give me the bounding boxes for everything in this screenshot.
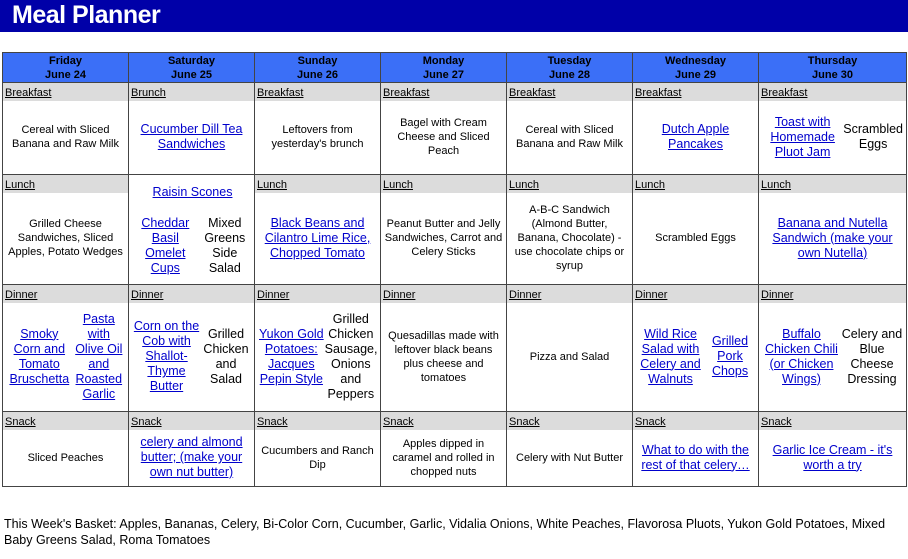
- day-name: Monday: [422, 54, 465, 67]
- meal-item-text: Grilled Chicken Sausage, Onions and Peppers: [324, 311, 378, 401]
- meal-content: [507, 303, 632, 410]
- meal-label: [381, 285, 506, 303]
- day-date: June 27: [423, 68, 464, 81]
- meal-item-text: Apples dipped in caramel and rolled in chopped nuts: [392, 437, 495, 478]
- meal-label-link[interactable]: Breakfast: [5, 87, 52, 99]
- day-date: June 30: [812, 68, 853, 81]
- meal-label: [381, 83, 506, 101]
- meal-content: [129, 430, 254, 485]
- meal-content: [381, 101, 506, 173]
- meal-label-link[interactable]: Lunch: [257, 179, 287, 191]
- meal-content: [381, 430, 506, 485]
- day-date: June 25: [171, 68, 212, 81]
- recipe-link[interactable]: Yukon Gold Potatoes: Jacques Pepin Style: [259, 326, 324, 386]
- meal-item-text: Celery with Nut Butter: [516, 451, 623, 464]
- recipe-link[interactable]: Cucumber Dill Tea Sandwiches: [140, 122, 243, 151]
- meal-content: [633, 430, 758, 485]
- lunch-cell: [3, 175, 129, 285]
- breakfast-cell: [3, 83, 129, 175]
- meal-content: [507, 193, 632, 283]
- meal-label: [129, 285, 254, 303]
- breakfast-cell: [507, 83, 633, 175]
- meal-item-text: Peanut Butter and Jelly Sandwiches, Carrot and Celery Sticks: [384, 218, 503, 258]
- meal-item-text: Cereal with Sliced Banana and Raw Milk: [11, 124, 119, 150]
- lunch-cell: [507, 175, 633, 285]
- meal-label: [759, 83, 906, 101]
- snack-cell: [381, 412, 507, 487]
- dinner-cell: [129, 285, 255, 412]
- meal-label-link[interactable]: Brunch: [131, 87, 166, 99]
- recipe-link[interactable]: Banana and Nutella Sandwich (make your own Nutella): [772, 215, 893, 260]
- meal-label-link[interactable]: Dinner: [131, 289, 164, 301]
- meal-label-link[interactable]: Breakfast: [509, 87, 556, 99]
- meal-label: [633, 412, 758, 430]
- meal-content: [633, 101, 758, 173]
- meal-content: [255, 430, 380, 485]
- lunch-cell: [129, 175, 255, 285]
- meal-label-link[interactable]: Dinner: [635, 289, 668, 301]
- meal-item-text: Mixed Greens Side Salad: [204, 216, 246, 275]
- meal-label: [129, 412, 254, 430]
- meal-content: [255, 303, 380, 410]
- meal-label: [381, 412, 506, 430]
- day-header: [507, 53, 633, 83]
- meal-content: [3, 193, 128, 283]
- recipe-link[interactable]: Buffalo Chicken Chili (or Chicken Wings): [765, 326, 838, 386]
- day-header: [381, 53, 507, 83]
- meal-content: [255, 101, 380, 173]
- meal-label-link[interactable]: Snack: [257, 416, 288, 428]
- meal-label: [507, 412, 632, 430]
- meal-label-link[interactable]: Dinner: [509, 289, 542, 301]
- snack-cell: [255, 412, 381, 487]
- day-header: [633, 53, 759, 83]
- meal-content: [759, 303, 906, 410]
- meal-label-link[interactable]: Snack: [635, 416, 666, 428]
- meal-label: [255, 175, 380, 193]
- meal-label: [507, 83, 632, 101]
- meal-label: [507, 175, 632, 193]
- recipe-link[interactable]: Corn on the Cob with Shallot-Thyme Butter: [133, 319, 200, 393]
- meal-content: [381, 193, 506, 283]
- meal-label-link[interactable]: Breakfast: [761, 87, 808, 99]
- meal-content: [129, 303, 254, 410]
- recipe-link[interactable]: Dutch Apple Pancakes: [661, 122, 730, 151]
- dinner-cell: [507, 285, 633, 412]
- recipe-link[interactable]: Smoky Corn and Tomato Bruschetta: [9, 326, 70, 386]
- meal-label: [3, 285, 128, 303]
- meal-item-text: A-B-C Sandwich (Almond Butter, Banana, Chocolate) - use chocolate chips or syrup: [514, 204, 625, 272]
- breakfast-cell: [633, 83, 759, 175]
- day-header: [759, 53, 907, 83]
- meal-content: [759, 430, 906, 485]
- meal-item-text: Cereal with Sliced Banana and Raw Milk: [515, 124, 623, 150]
- recipe-link[interactable]: Grilled Pork Chops: [711, 334, 749, 378]
- meal-label-link[interactable]: Lunch: [761, 179, 791, 191]
- meal-content: [129, 209, 254, 283]
- dinner-cell: [633, 285, 759, 412]
- meal-content: [633, 303, 758, 410]
- recipe-link[interactable]: Wild Rice Salad with Celery and Walnuts: [640, 326, 701, 386]
- day-header: [255, 53, 381, 83]
- snack-cell: [507, 412, 633, 487]
- meal-label-link[interactable]: Dinner: [257, 289, 290, 301]
- meal-label-link[interactable]: Dinner: [761, 289, 794, 301]
- meal-content: [381, 303, 506, 410]
- lunch-cell: [633, 175, 759, 285]
- lunch-cell: [255, 175, 381, 285]
- meal-content: [633, 193, 758, 283]
- meal-label-link[interactable]: Dinner: [5, 289, 38, 301]
- meal-item-text: Grilled Chicken and Salad: [203, 326, 249, 386]
- meal-label: [633, 285, 758, 303]
- meal-label-link[interactable]: Lunch: [509, 179, 539, 191]
- meal-label-link[interactable]: Snack: [131, 416, 162, 428]
- meal-content: [3, 101, 128, 173]
- meal-item-text: Cucumbers and Ranch Dip: [261, 444, 374, 471]
- day-name: Sunday: [297, 54, 338, 67]
- weekly-basket-note: This Week's Basket: Apples, Bananas, Celery, Bi-Color Corn, Cucumber, Garlic, Vidalia Onions, White Peaches, Flavorosa Pluots, Yukon Gold Potatoes, Mixed Baby Greens Salad, Roma Tomatoes: [4, 517, 886, 547]
- meal-label: [633, 175, 758, 193]
- meal-label-link[interactable]: Snack: [761, 416, 792, 428]
- day-name: Saturday: [167, 54, 216, 67]
- day-date: June 28: [549, 68, 590, 81]
- meal-label-link[interactable]: Dinner: [383, 289, 416, 301]
- recipe-link[interactable]: Garlic Ice Cream - it's worth a try: [772, 442, 893, 472]
- breakfast-cell: [381, 83, 507, 175]
- recipe-link[interactable]: Black Beans and Cilantro Lime Rice, Chopped Tomato: [264, 215, 371, 260]
- day-name: Friday: [48, 54, 82, 67]
- lunch-cell: [759, 175, 907, 285]
- dinner-cell: [381, 285, 507, 412]
- meal-label-link[interactable]: Lunch: [635, 179, 665, 191]
- recipe-link[interactable]: What to do with the rest of that celery…: [641, 442, 750, 472]
- dinner-cell: [255, 285, 381, 412]
- meal-content: [129, 101, 254, 173]
- meal-label-link[interactable]: Snack: [383, 416, 414, 428]
- breakfast-cell: [759, 83, 907, 175]
- meal-label: [3, 83, 128, 101]
- meal-label: [255, 83, 380, 101]
- meal-label: [381, 175, 506, 193]
- day-name: Wednesday: [665, 54, 726, 67]
- meal-label: [759, 175, 906, 193]
- day-date: June 29: [675, 68, 716, 81]
- meal-item-text: Grilled Cheese Sandwiches, Sliced Apples, Potato Wedges: [8, 218, 123, 258]
- dinner-cell: [759, 285, 907, 412]
- recipe-link[interactable]: Cheddar Basil Omelet Cups: [141, 216, 190, 275]
- page-title: Meal Planner: [12, 1, 161, 29]
- meal-item-text: Celery and Blue Cheese Dressing: [841, 326, 903, 386]
- meal-item-text: Quesadillas made with leftover black beans plus cheese and tomatoes: [388, 329, 499, 384]
- snack-cell: [759, 412, 907, 487]
- meal-label: [255, 285, 380, 303]
- day-name: Tuesday: [547, 54, 592, 67]
- breakfast-cell: [129, 83, 255, 175]
- meal-item-text: Leftovers from yesterday's brunch: [271, 124, 364, 150]
- meal-content: [759, 193, 906, 283]
- meal-label: [633, 83, 758, 101]
- recipe-link[interactable]: Toast with Homemade Pluot Jam: [770, 114, 835, 159]
- meal-item-text: Sliced Peaches: [27, 451, 104, 464]
- day-date: June 26: [297, 68, 338, 81]
- day-name: Thursday: [807, 54, 858, 67]
- meal-label: [759, 285, 906, 303]
- meal-item-text: Scrambled Eggs: [655, 232, 736, 244]
- title-bar: [0, 0, 908, 32]
- meal-content: [507, 101, 632, 173]
- breakfast-cell: [255, 83, 381, 175]
- meal-label-link[interactable]: Breakfast: [257, 87, 304, 99]
- recipe-link[interactable]: Pasta with Olive Oil and Roasted Garlic: [75, 311, 123, 401]
- meal-label-link[interactable]: Lunch: [5, 179, 35, 191]
- day-header: [129, 53, 255, 83]
- dinner-cell: [3, 285, 129, 412]
- meal-label: [129, 175, 254, 209]
- meal-label-link[interactable]: Lunch: [383, 179, 413, 191]
- meal-label: [759, 412, 906, 430]
- day-date: June 24: [45, 68, 86, 81]
- meal-item-text: Bagel with Cream Cheese and Sliced Peach: [397, 117, 490, 157]
- meal-content: [255, 193, 380, 283]
- meal-content: [507, 430, 632, 485]
- recipe-link[interactable]: Raisin Scones: [152, 185, 233, 199]
- meal-planner-grid: [2, 52, 907, 487]
- meal-item-text: Pizza and Salad: [529, 350, 610, 363]
- snack-cell: [3, 412, 129, 487]
- lunch-cell: [381, 175, 507, 285]
- meal-label-link[interactable]: Breakfast: [383, 87, 430, 99]
- recipe-link[interactable]: celery and almond butter; (make your own nut butter): [140, 435, 243, 479]
- meal-label-link[interactable]: Snack: [5, 416, 36, 428]
- meal-label: [3, 412, 128, 430]
- meal-content: [3, 303, 128, 410]
- meal-label-link[interactable]: Snack: [509, 416, 540, 428]
- day-header: [3, 53, 129, 83]
- snack-cell: [129, 412, 255, 487]
- meal-label-link[interactable]: Breakfast: [635, 87, 682, 99]
- snack-cell: [633, 412, 759, 487]
- meal-label: [3, 175, 128, 193]
- meal-item-text: Scrambled Eggs: [843, 122, 903, 151]
- meal-label: [255, 412, 380, 430]
- meal-label: [507, 285, 632, 303]
- meal-content: [3, 430, 128, 485]
- meal-label: [129, 83, 254, 101]
- meal-content: [759, 101, 906, 173]
